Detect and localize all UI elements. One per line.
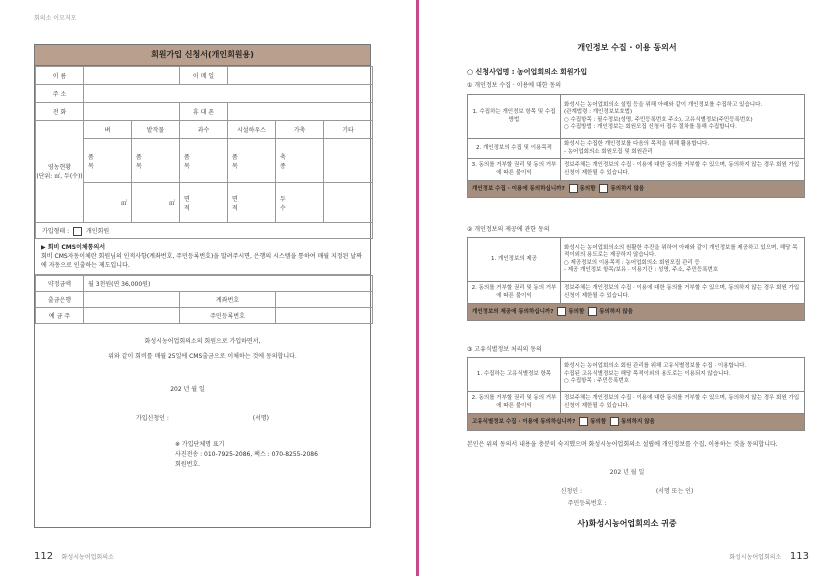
resident-label: 주민등록번호 : — [567, 500, 607, 507]
variety-label: 품 목 — [88, 153, 94, 170]
section-1-table — [467, 94, 805, 198]
s3-agree-checkbox[interactable] — [579, 417, 588, 426]
fee-label: 약정금액 — [36, 276, 84, 292]
mobile-label: 휴 대 폰 — [180, 103, 228, 121]
page-number: 113 — [789, 551, 809, 562]
publication-name: 화성시농어업회의소 — [729, 554, 782, 561]
crop-header: 가축 — [276, 121, 324, 139]
cms-title: ▶ 회비 CMS이체통의서 — [41, 244, 106, 251]
cms-notice — [35, 239, 370, 275]
contact-title: ※ 가입단체명 표기 — [175, 441, 225, 448]
email-label: 이 메 일 — [180, 67, 228, 85]
other-field[interactable] — [324, 139, 373, 183]
sqm-unit: ㎡ — [120, 200, 127, 207]
variety-label: 품 목 — [184, 153, 190, 170]
s1-agree-label: 동의함 — [579, 186, 596, 192]
s3-row-label: 1. 수집하는 고유식별정보 항목 — [468, 358, 561, 392]
bank-field[interactable] — [84, 292, 180, 308]
section-3-table — [467, 357, 805, 431]
s1-question: 개인정보 수집 · 이용에 동의하십니까? — [472, 186, 565, 192]
cms-body: 회비 CMS자동이체란 회원님의 인적사항(계좌번호, 주민등록번호)을 말려주시면, 은행의 시스템을 통하여 매월 지정된 날짜에 자동으로 인출하는 제도입니다. — [41, 253, 362, 269]
s2-row-text: 화성시는 농어업회의소의 원활한 추진을 위하여 아래와 같이 개인정보를 제공하고 있으며, 해당 목적이외의 용도로는 제공하지 않습니다. ○ 제공정보의 이용목적 : 농어업회의소 회원모집 관리 등 - 제공 개인정보 항목/보유 · 이용기간 : 성명, 주소, 주민등록번호 — [561, 238, 805, 282]
s3-disagree-label: 동의하지 않음 — [621, 419, 655, 425]
s3-question: 고유식별정보 수집 · 이용에 동의하십니까? — [472, 419, 576, 425]
heads-label: 두 수 — [280, 195, 286, 212]
payment-table — [35, 275, 373, 324]
address-field[interactable] — [84, 85, 373, 103]
sign-label: (서명 또는 인) — [655, 488, 694, 495]
other-field[interactable] — [324, 183, 373, 223]
species-label: 축 종 — [280, 153, 286, 170]
s2-row-text: 정보주체는 개인정보의 수집 · 이용에 대한 동의를 거부할 수 있으며, 동의하지 않는 경우 회원 가입 신청이 제한될 수 있습니다. — [561, 282, 805, 304]
contact-member: 회원번호. — [175, 461, 201, 468]
section-2-table — [467, 237, 805, 321]
s1-row-text: 정보주체는 개인정보의 수집 · 이용에 대한 동의를 거부할 수 있으며, 동의하지 않는 경우 회원 가입 신청이 제한될 수 있습니다. — [561, 159, 805, 181]
name-label: 이 름 — [36, 67, 84, 85]
sqm-unit: ㎡ — [168, 200, 175, 207]
business-name: ○ 신청사업명 : 농어업회의소 회원가입 — [467, 68, 588, 76]
left-page — [0, 0, 416, 576]
membership-form — [34, 44, 371, 528]
applicant-label: 신청인 : — [560, 488, 582, 495]
area-label: 면 적 — [184, 195, 190, 212]
account-field[interactable] — [276, 292, 373, 308]
s1-disagree-label: 동의하지 않음 — [610, 186, 645, 192]
s1-row-label: 3. 동의를 거부할 권리 및 동의 거부에 따른 불이익 — [468, 159, 561, 181]
left-folio — [34, 551, 114, 562]
s2-disagree-label: 동의하지 않음 — [599, 309, 633, 315]
s1-row-text: 화성시는 농어업회의소 설립 등을 위해 아래와 같이 개인정보를 수집하고 있습니다. (관계법령 : 개인정보보호법) ○ 수집항목 : 필수정보(성명, 주민등록번호 주소), 고유식별정보(주민등록번호) ○ 수집방법 : 개인정보는 회원모집 신청서 접수 절차를 통해 수집합니다. — [561, 95, 805, 139]
s2-row-label: 2. 동의를 거부할 권리 및 동의 거부에 따른 불이익 — [468, 282, 561, 304]
s3-row-text: 화성시는 농어업회의소 회원 관리를 위해 고유식별정보를 수집 · 이용합니다. 수집된 고유식별정보는 해당 목적이외의 용도로는 이용되지 않습니다. ○ 수집항목 : 주민등록번호 — [561, 358, 805, 392]
s1-row-text: 화성시는 수집한 개인정보를 다음의 목적을 위해 활용합니다. - 농어업회의소 회원모집 및 회원관리 — [561, 139, 805, 159]
date-line: 202 년 월 일 — [170, 386, 205, 393]
resident-no-field[interactable] — [276, 308, 373, 324]
s2-row-label: 1. 개인정보의 제공 — [468, 238, 561, 282]
contact-block — [175, 440, 370, 470]
s2-disagree-checkbox[interactable] — [588, 307, 597, 316]
holder-label: 예 금 주 — [36, 308, 84, 324]
form-title: 회원가입 신청서(개인회원용) — [35, 45, 370, 66]
sign-label: (서명) — [252, 415, 270, 422]
s1-row-label: 1. 수집하는 개인정보 항목 및 수집방법 — [468, 95, 561, 139]
phone-field[interactable] — [84, 103, 180, 121]
account-label: 계좌번호 — [180, 292, 276, 308]
s1-agree-checkbox[interactable] — [569, 184, 578, 193]
email-field[interactable] — [228, 67, 373, 85]
area-label: 면 적 — [232, 195, 238, 212]
fee-value: 월 3천원(연 36,000원) — [84, 276, 373, 292]
s2-agree-label: 동의함 — [568, 309, 585, 315]
contact-phone: 사진전송 : 010-7925-2086, 팩스 : 070-8255-2086 — [175, 451, 318, 458]
publication-name: 화성시농어업회의소 — [61, 554, 114, 561]
crop-header: 시설하우스 — [228, 121, 276, 139]
running-head: 회의소 이모저모 — [34, 15, 77, 22]
mobile-field[interactable] — [228, 103, 373, 121]
crop-header: 벼 — [84, 121, 132, 139]
applicant-label: 가입신청인 : — [135, 415, 169, 422]
s3-row-label: 2. 동의를 거부할 권리 및 동의 거부에 따른 불이익 — [468, 392, 561, 414]
variety-label: 품 목 — [136, 153, 142, 170]
crop-header: 밭작물 — [132, 121, 180, 139]
section-1-heading: ① 개인정보 수집 · 이용에 대한 동의 — [467, 82, 562, 89]
consent-title: 개인정보 수집 · 이용 동의서 — [577, 43, 677, 52]
join-type-label: 가입형태 : — [42, 227, 70, 235]
section-2-heading: ② 개인정보의 제공에 관한 동의 — [467, 226, 550, 233]
closing-statement: 본인은 위의 동의서 내용을 충분히 숙지했으며 화성시농어업회의소 설립에 개인정보를 수집, 이용하는 것을 동의합니다. — [467, 441, 778, 448]
consent-line-1: 화성시농어업회의소의 회원으로 가입하면서, — [144, 338, 261, 345]
right-page — [419, 0, 835, 576]
date-line: 202 년 월 일 — [609, 469, 645, 476]
s1-disagree-checkbox[interactable] — [599, 184, 608, 193]
section-3-heading: ③ 고유식별정보 처리의 동의 — [467, 346, 542, 353]
consent-line-2: 위와 같이 회비를 매월 25일에 CMS출금으로 이체하는 것에 동의합니다. — [108, 353, 297, 360]
s1-row-label: 2. 개인정보의 수집 및 이용목적 — [468, 139, 561, 159]
variety-label: 품 목 — [232, 153, 238, 170]
farm-status-label: 영농현황 (단위: ㎡, 두(수)) — [36, 121, 84, 223]
individual-label: 개인회원 — [85, 227, 110, 235]
bank-label: 출금은행 — [36, 292, 84, 308]
s3-agree-label: 동의함 — [590, 419, 607, 425]
holder-field[interactable] — [84, 308, 180, 324]
cms-consent — [35, 336, 370, 470]
crop-header: 기타 — [324, 121, 373, 139]
phone-label: 전 화 — [36, 103, 84, 121]
s2-question: 개인정보의 제공에 동의하십니까? — [472, 309, 554, 315]
s2-agree-checkbox[interactable] — [557, 307, 566, 316]
s3-row-text: 정보주체는 개인정보의 수집 · 이용에 대한 동의를 거부할 수 있으며, 동의하지 않는 경우 회원 가입 신청이 제한될 수 있습니다. — [561, 392, 805, 414]
page-number: 112 — [34, 551, 54, 562]
s3-disagree-checkbox[interactable] — [610, 417, 619, 426]
addressee: 사)화성시농어업회의소 귀중 — [577, 519, 677, 528]
individual-checkbox[interactable] — [73, 227, 82, 236]
address-label: 주 소 — [36, 85, 84, 103]
name-field[interactable] — [84, 67, 180, 85]
crop-header: 과수 — [180, 121, 228, 139]
right-folio — [729, 551, 809, 562]
resident-no-label: 주민등록번호 — [180, 308, 276, 324]
personal-info-table — [35, 66, 373, 239]
